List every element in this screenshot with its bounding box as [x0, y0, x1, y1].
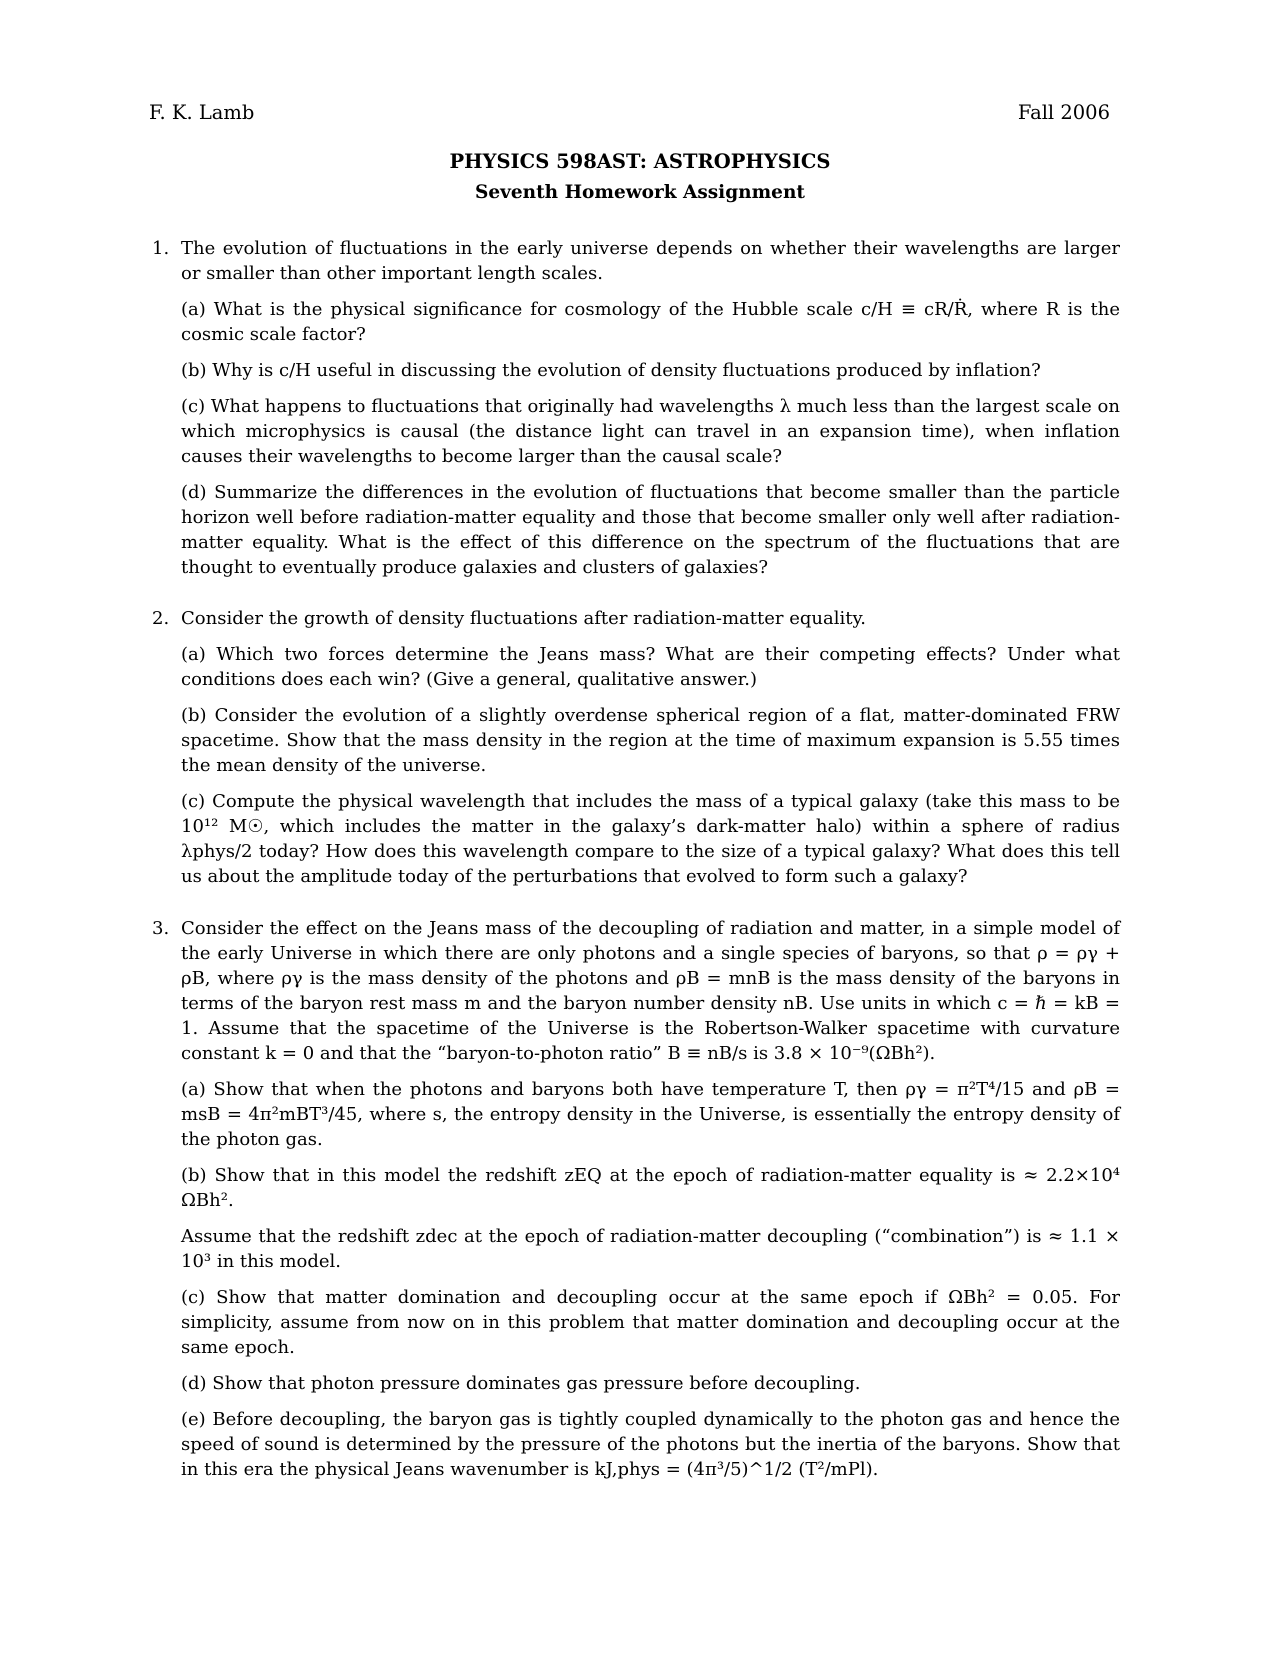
part-a: (a) Which two forces determine the Jeans mass? What are their competing effects? Under what conditions does each win? (Give a general, qualitative answer.)	[181, 644, 1120, 690]
part-a: (a) What is the physical significance for cosmology of the Hubble scale c/H ≡ cR/Ṙ, where R is the cosmic scale factor?	[181, 299, 1120, 345]
author: F. K. Lamb	[149, 101, 255, 124]
part-d: (d) Summarize the differences in the evolution of fluctuations that become smaller than the particle horizon well before radiation-matter equality and those that become smaller only well after radiation-matter equality. What is the effect of this difference on the spectrum of the fluctuations that are thought to eventually produce galaxies and clusters of galaxies?	[181, 482, 1120, 578]
part-d: (d) Show that photon pressure dominates gas pressure before decoupling.	[181, 1373, 861, 1394]
part-c: (c) What happens to fluctuations that originally had wavelengths λ much less than the largest scale on which microphysics is causal (the distance light can travel in an expansion time), when inflation causes their wavelengths to become larger than the causal scale?	[181, 396, 1120, 467]
term: Fall 2006	[1017, 101, 1110, 124]
problem-number: 3.	[152, 918, 170, 939]
part-b: (b) Show that in this model the redshift zEQ at the epoch of radiation-matter equality is ≈ 2.2×10⁴ ΩBh².	[181, 1165, 1120, 1211]
part-c: (c) Show that matter domination and decoupling occur at the same epoch if ΩBh² = 0.05. For simplicity, assume from now on in this problem that matter domination and decoupling occur at the same epoch.	[181, 1287, 1120, 1358]
problem-intro: Consider the effect on the Jeans mass of the decoupling of radiation and matter, in a simple model of the early Universe in which there are only photons and a single species of baryons, so that ρ = ργ + ρB, where ργ is the mass density of the photons and ρB = mnB is the mass density of the baryons in terms of the baryon rest mass m and the baryon number density nB. Use units in which c = ℏ = kB = 1. Assume that the spacetime of the Universe is the Robertson-Walker spacetime with curvature constant k = 0 and that the “baryon-to-photon ratio” B ≡ nB/s is 3.8 × 10⁻⁹(ΩBh²).	[181, 918, 1120, 1064]
assignment-title: Seventh Homework Assignment	[475, 182, 805, 203]
problem-intro: The evolution of fluctuations in the early universe depends on whether their wavelengths are larger or smaller than other important length scales.	[181, 238, 1120, 284]
problem-1	[152, 236, 1120, 580]
part-a: (a) Show that when the photons and baryons both have temperature T, then ργ = π²T⁴/15 and ρB = msB = 4π²mBT³/45, where s, the entropy density in the Universe, is essentially the entropy density of the photon gas.	[181, 1079, 1120, 1150]
part-b: (b) Consider the evolution of a slightly overdense spherical region of a flat, matter-dominated FRW spacetime. Show that the mass density in the region at the time of maximum expansion is 5.55 times the mean density of the universe.	[181, 705, 1120, 776]
problem-number: 1.	[152, 238, 170, 259]
assumption-note: Assume that the redshift zdec at the epoch of radiation-matter decoupling (“combination”) is ≈ 1.1 × 10³ in this model.	[181, 1226, 1120, 1272]
part-c: (c) Compute the physical wavelength that includes the mass of a typical galaxy (take this mass to be 10¹² M☉, which includes the matter in the galaxy’s dark-matter halo) within a sphere of radius λphys/2 today? How does this wavelength compare to the size of a typical galaxy? What does this tell us about the amplitude today of the perturbations that evolved to form such a galaxy?	[181, 791, 1120, 887]
problem-3	[152, 916, 1120, 1482]
part-e: (e) Before decoupling, the baryon gas is tightly coupled dynamically to the photon gas and hence the speed of sound is determined by the pressure of the photons but the inertia of the baryons. Show that in this era the physical Jeans wavenumber is kJ,phys = (4π³/5)^1/2 (T²/mPl).	[181, 1409, 1120, 1480]
part-b: (b) Why is c/H useful in discussing the evolution of density fluctuations produced by inflation?	[181, 360, 1041, 381]
course-title: PHYSICS 598AST: ASTROPHYSICS	[449, 150, 831, 173]
problem-intro: Consider the growth of density fluctuations after radiation-matter equality.	[181, 608, 866, 629]
problem-2	[152, 606, 1120, 889]
problem-number: 2.	[152, 608, 170, 629]
